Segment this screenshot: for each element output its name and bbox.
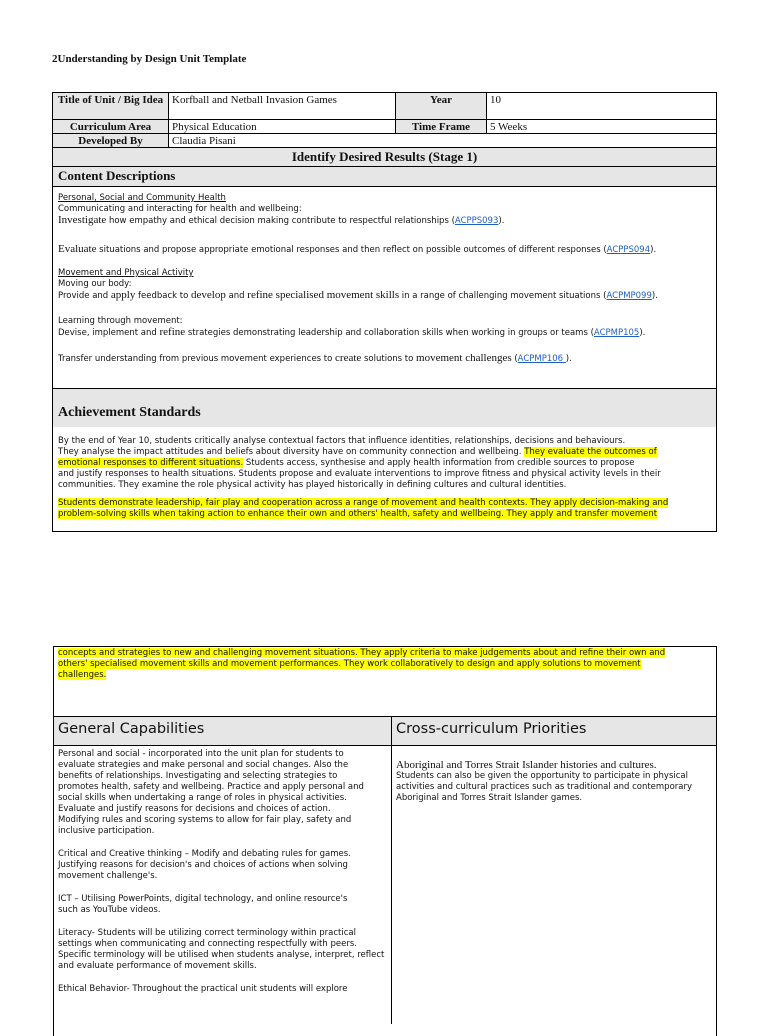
stage-heading: Identify Desired Results (Stage 1) <box>291 149 478 164</box>
capability-critical-creative <box>58 849 388 882</box>
curriculum-area-label: Curriculum Area <box>69 121 152 133</box>
capability-literacy <box>58 928 388 972</box>
achievement-continued: concepts and strategies to new and challenging movement situations. They apply criteria to make judgements about and refine their own and others' specialised movement skills and movement performances. They work collaboratively to design and apply solutions to movement challenges. <box>58 648 666 680</box>
cross-curriculum-heading: Cross-curriculum Priorities <box>396 721 587 737</box>
critical-creative-line: movement challenge's. <box>58 871 158 881</box>
content-item-acpps094: Evaluate situations and propose appropriate emotional responses and then reflect on possible outcomes of different responses (ACPPS094). <box>58 243 657 255</box>
curriculum-area-value: Physical Education <box>172 121 257 133</box>
year-label: Year <box>430 94 452 106</box>
content-item-acpps093: Investigate how empathy and ethical decision making contribute to respectful relationships (ACPPS093). <box>58 214 505 226</box>
ccp-line: Students can also be given the opportunity to participate in physical <box>396 771 688 781</box>
ccp-line: activities and cultural practices such as traditional and contemporary <box>396 782 693 792</box>
personal-social-line: inclusive participation. <box>58 826 155 836</box>
time-frame-value: 5 Weeks <box>490 121 528 133</box>
general-capabilities-list <box>58 749 388 995</box>
personal-social-line: Evaluate and justify reasons for decisions and choices of action. <box>58 804 331 814</box>
developed-by-label: Developed By <box>78 135 143 147</box>
literacy-line: Specific terminology will be utilised when students analyse, interpret, reflect <box>58 950 385 960</box>
personal-social-line: social skills when undertaking a range of roles in physical activities. <box>58 793 347 803</box>
literacy-line: and evaluate performance of movement skills. <box>58 961 257 971</box>
year-value: 10 <box>490 94 501 106</box>
mpa-title: Movement and Physical Activity <box>58 268 194 278</box>
title-of-unit-label: Title of Unit / Big Idea <box>57 94 164 106</box>
document-title: 2Understanding by Design Unit Template <box>52 53 247 65</box>
title-of-unit-value: Korfball and Netball Invasion Games <box>172 94 337 106</box>
ict-line: such as YouTube videos. <box>58 905 161 915</box>
acpps093-link[interactable]: ACPPS093 <box>454 216 499 226</box>
psch-subtitle: Communicating and interacting for health and wellbeing: <box>58 204 302 214</box>
ict-line: ICT – Utilising PowerPoints, digital technology, and online resource's <box>58 894 348 904</box>
developed-by-value: Claudia Pisani <box>172 135 236 147</box>
content-descriptions-heading: Content Descriptions <box>58 168 176 183</box>
acpmp099-link[interactable]: ACPMP099 <box>606 291 652 301</box>
personal-social-line: promotes health, safety and wellbeing. Practice and apply personal and <box>58 782 364 792</box>
ccp-title: Aboriginal and Torres Strait Islander histories and cultures. <box>396 759 657 771</box>
mpa-subtitle: Moving our body: <box>58 279 132 289</box>
ethical-line: Ethical Behavior- Throughout the practical unit students will explore <box>58 984 348 994</box>
time-frame-label: Time Frame <box>411 121 471 133</box>
ccp-body <box>396 771 712 804</box>
achievement-text: By the end of Year 10, students critically analyse contextual factors that influence identities, relationships, decisions and behaviours. They analyse the impact attitudes and beliefs about diversity have on community connection and wellbeing. They evaluate the outcomes of emotional responses to different situations. Students access, synthesise and apply health information from credible sources to propose and justify responses to health situations. Students propose and evaluate interventions to improve fitness and physical activity levels in their communities. They examine the role physical activity has played historically in defining cultures and cultural identities. Students demonstrate leadership, fair play and cooperation across a range of movement and health contexts. They apply decision-making and problem-solving skills when taking action to enhance their own and others' health, safety and wellbeing. They apply and transfer movement <box>58 436 669 519</box>
capability-personal-social <box>58 749 388 837</box>
acpmp106-link[interactable]: ACPMP106 <box>517 354 566 364</box>
critical-creative-line: Critical and Creative thinking – Modify and debating rules for games. <box>58 849 351 859</box>
personal-social-line: evaluate strategies and make personal and social changes. Also the <box>58 760 349 770</box>
personal-social-line: benefits of relationships. Investigating and selecting strategies to <box>58 771 338 781</box>
psch-block <box>58 193 708 227</box>
capability-ethical <box>58 984 388 995</box>
psch-title: Personal, Social and Community Health <box>58 193 226 203</box>
literacy-line: settings when communicating and connecting respectfully with peers. <box>58 939 357 949</box>
achievement-standards-heading: Achievement Standards <box>58 405 201 420</box>
mpa-block <box>58 268 708 302</box>
literacy-line: Literacy- Students will be utilizing correct terminology within practical <box>58 928 356 938</box>
general-capabilities-heading: General Capabilities <box>58 721 205 737</box>
ltm-title: Learning through movement: <box>58 316 183 326</box>
personal-social-line: Personal and social - incorporated into the unit plan for students to <box>58 749 344 759</box>
acpmp105-link[interactable]: ACPMP105 <box>593 328 640 338</box>
ltm-block <box>58 316 708 339</box>
content-item-acpmp105: Devise, implement and refine strategies demonstrating leadership and collaboration skills when working in groups or teams (ACPMP105). <box>58 326 646 338</box>
capability-ict <box>58 894 388 916</box>
critical-creative-line: Justifying reasons for decision's and choices of actions when solving <box>58 860 348 870</box>
content-item-acpmp099: Provide and apply feedback to develop and refine specialised movement skills in a range of challenging movement situations (ACPMP099). <box>58 289 658 301</box>
cross-curriculum-list <box>396 759 712 804</box>
content-item-acpmp106: Transfer understanding from previous movement experiences to create solutions to movement challenges (ACPMP106 ). <box>58 352 572 364</box>
personal-social-line: Modifying rules and scoring systems to allow for fair play, safety and <box>58 815 352 825</box>
acpps094-link[interactable]: ACPPS094 <box>606 245 651 255</box>
ccp-line: Aboriginal and Torres Strait Islander games. <box>396 793 583 803</box>
